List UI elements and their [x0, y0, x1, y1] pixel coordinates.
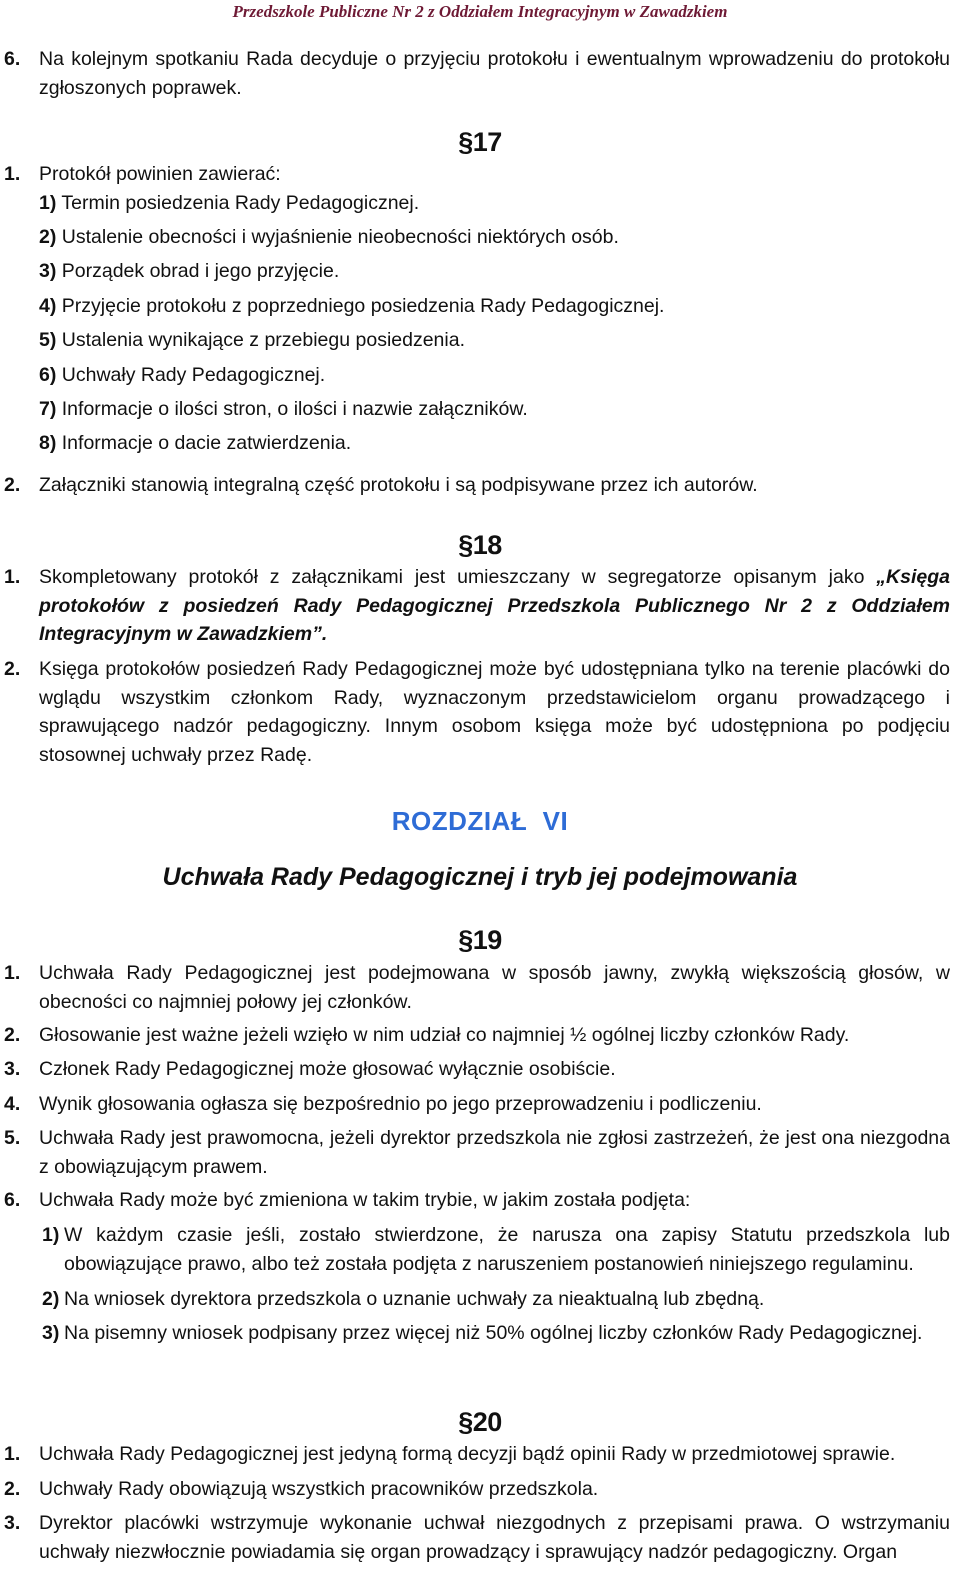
sub-list-item — [42, 1319, 950, 1379]
item-text: W każdym czasie jeśli, zostało stwierdzone, że narusza ona zapisy Statutu przedszkola lub obowiązujące prawo, albo też została podjęta z naruszeniem postanowień niniejszego regulaminu. — [64, 1224, 950, 1275]
section-title: §19 — [458, 925, 502, 955]
item-number: 4) — [39, 295, 57, 317]
paragraph-number: 3. — [4, 1058, 21, 1080]
list-item — [39, 395, 528, 423]
item-text: Informacje o dacie zatwierdzenia. — [61, 432, 352, 454]
paragraph-number: 5. — [4, 1127, 21, 1149]
paragraph-text — [39, 563, 950, 649]
item-text: Termin posiedzenia Rady Pedagogicznej. — [61, 192, 420, 214]
item-number: 5) — [39, 329, 57, 351]
chapter-label — [0, 806, 960, 837]
section-title: §18 — [458, 530, 502, 560]
paragraph — [4, 1186, 950, 1215]
list-item — [39, 257, 339, 285]
paragraph — [4, 563, 950, 649]
item-number: 1) — [42, 1224, 60, 1246]
item-text: Ustalenie obecności i wyjaśnienie nieobecności niektórych osób. — [61, 226, 619, 248]
paragraph-text: Głosowanie jest ważne jeżeli wzięło w nim udział co najmniej ½ ogólnej liczby członków Rady. — [39, 1024, 850, 1046]
item-number: 8) — [39, 432, 57, 454]
paragraph-text: Na kolejnym spotkaniu Rada decyduje o przyjęciu protokołu i ewentualnym wprowadzeniu do protokołu zgłoszonych poprawek. — [39, 48, 950, 99]
list-item — [39, 223, 619, 251]
item-text: Uchwały Rady Pedagogicznej. — [61, 364, 326, 386]
paragraph — [4, 1055, 950, 1084]
item-number: 3) — [39, 260, 57, 282]
paragraph — [4, 1090, 950, 1119]
list-item — [39, 189, 419, 217]
item-text: Ustalenia wynikające z przebiegu posiedzenia. — [61, 329, 466, 351]
list-item — [39, 429, 351, 457]
item-number: 2) — [42, 1288, 60, 1310]
paragraph-number: 1. — [4, 566, 21, 588]
list-item — [39, 361, 325, 389]
paragraph — [4, 45, 950, 102]
paragraph-text: Uchwała Rady może być zmieniona w takim trybie, w jakim została podjęta: — [39, 1189, 691, 1211]
paragraph — [4, 1440, 950, 1469]
paragraph-text: Członek Rady Pedagogicznej może głosować wyłącznie osobiście. — [39, 1058, 616, 1080]
paragraph-number: 2. — [4, 1024, 21, 1046]
paragraph — [4, 1124, 950, 1181]
paragraph — [4, 160, 950, 189]
paragraph-text: Uchwała Rady Pedagogicznej jest jedyną formą decyzji bądź opinii Rady w przedmiotowej sprawie. — [39, 1443, 896, 1465]
paragraph-number: 1. — [4, 962, 21, 984]
sub-list-item — [42, 1221, 950, 1281]
paragraph-number: 6. — [4, 48, 21, 70]
paragraph-text: Uchwały Rady obowiązują wszystkich pracowników przedszkola. — [39, 1478, 599, 1500]
paragraph-number: 4. — [4, 1093, 21, 1115]
paragraph-number: 1. — [4, 1443, 21, 1465]
paragraph — [4, 1021, 950, 1050]
list-item — [39, 326, 465, 354]
item-text: Na pisemny wniosek podpisany przez więcej niż 50% ogólnej liczby członków Rady Pedagogicznej. — [64, 1322, 923, 1344]
paragraph-number: 2. — [4, 474, 21, 496]
paragraph-text: Załączniki stanowią integralną część protokołu i są podpisywane przez ich autorów. — [39, 474, 758, 496]
item-text: Porządek obrad i jego przyjęcie. — [61, 260, 340, 282]
item-number: 6) — [39, 364, 57, 386]
page-header: Przedszkole Publiczne Nr 2 z Oddziałem Integracyjnym w Zawadzkiem — [232, 2, 728, 21]
paragraph — [4, 1509, 950, 1566]
paragraph-text: Uchwała Rady jest prawomocna, jeżeli dyrektor przedszkola nie zgłosi zastrzeżeń, że jest ona niezgodna z obowiązującym prawem. — [39, 1127, 950, 1178]
item-number: 3) — [42, 1322, 60, 1344]
list-item — [39, 292, 664, 320]
paragraph-text-plain: Skompletowany protokół z załącznikami jest umieszczany w segregatorze opisanym jako — [39, 566, 877, 588]
item-number: 2) — [39, 226, 57, 248]
paragraph-text: Protokół powinien zawierać: — [39, 163, 281, 185]
chapter-title: Uchwała Rady Pedagogicznej i tryb jej podejmowania — [162, 863, 798, 891]
paragraph — [4, 471, 950, 500]
paragraph-text: Dyrektor placówki wstrzymuje wykonanie uchwał niezgodnych z przepisami prawa. O wstrzymaniu uchwały niezwłocznie powiadamia się organ prowadzący i sprawujący nadzór pedagogiczny. Organ — [39, 1512, 950, 1563]
paragraph-number: 2. — [4, 658, 21, 680]
item-text: Na wniosek dyrektora przedszkola o uznanie uchwały za nieaktualną lub zbędną. — [64, 1288, 765, 1310]
paragraph-text: Wynik głosowania ogłasza się bezpośrednio po jego przeprowadzeniu i podliczeniu. — [39, 1093, 762, 1115]
paragraph — [4, 655, 950, 769]
paragraph — [4, 959, 950, 1016]
section-title: §17 — [458, 127, 502, 157]
paragraph-text: Księga protokołów posiedzeń Rady Pedagogicznej może być udostępniana tylko na terenie placówki do wglądu wszystkim członkom Rady, wyznaczonym przedstawicielom organu prowadzącego i sprawującego nadzór pedagogiczny. Innym osobom księga może być udostępniona po podjęciu stosownej uchwały przez Radę. — [39, 658, 950, 766]
paragraph-number: 2. — [4, 1478, 21, 1500]
item-text: Przyjęcie protokołu z poprzedniego posiedzenia Rady Pedagogicznej. — [61, 295, 665, 317]
item-number: 1) — [39, 192, 57, 214]
chapter-label-text: ROZDZIAŁ VI — [391, 806, 569, 836]
item-text: Informacje o ilości stron, o ilości i nazwie załączników. — [61, 398, 528, 420]
paragraph — [4, 1475, 950, 1504]
paragraph-number: 3. — [4, 1512, 21, 1534]
sub-list-item — [42, 1285, 950, 1315]
paragraph-number: 1. — [4, 163, 21, 185]
paragraph-text: Uchwała Rady Pedagogicznej jest podejmowana w sposób jawny, zwykłą większością głosów, w obecności co najmniej połowy jej członków. — [39, 962, 950, 1013]
paragraph-number: 6. — [4, 1189, 21, 1211]
book-title-emphasis: „Księga protokołów z posiedzeń Rady Pedagogicznej Przedszkola Publicznego Nr 2 z Oddziałem Integracyjnym w Zawadzkiem”. — [39, 566, 950, 645]
section-title: §20 — [458, 1407, 502, 1437]
item-number: 7) — [39, 398, 57, 420]
